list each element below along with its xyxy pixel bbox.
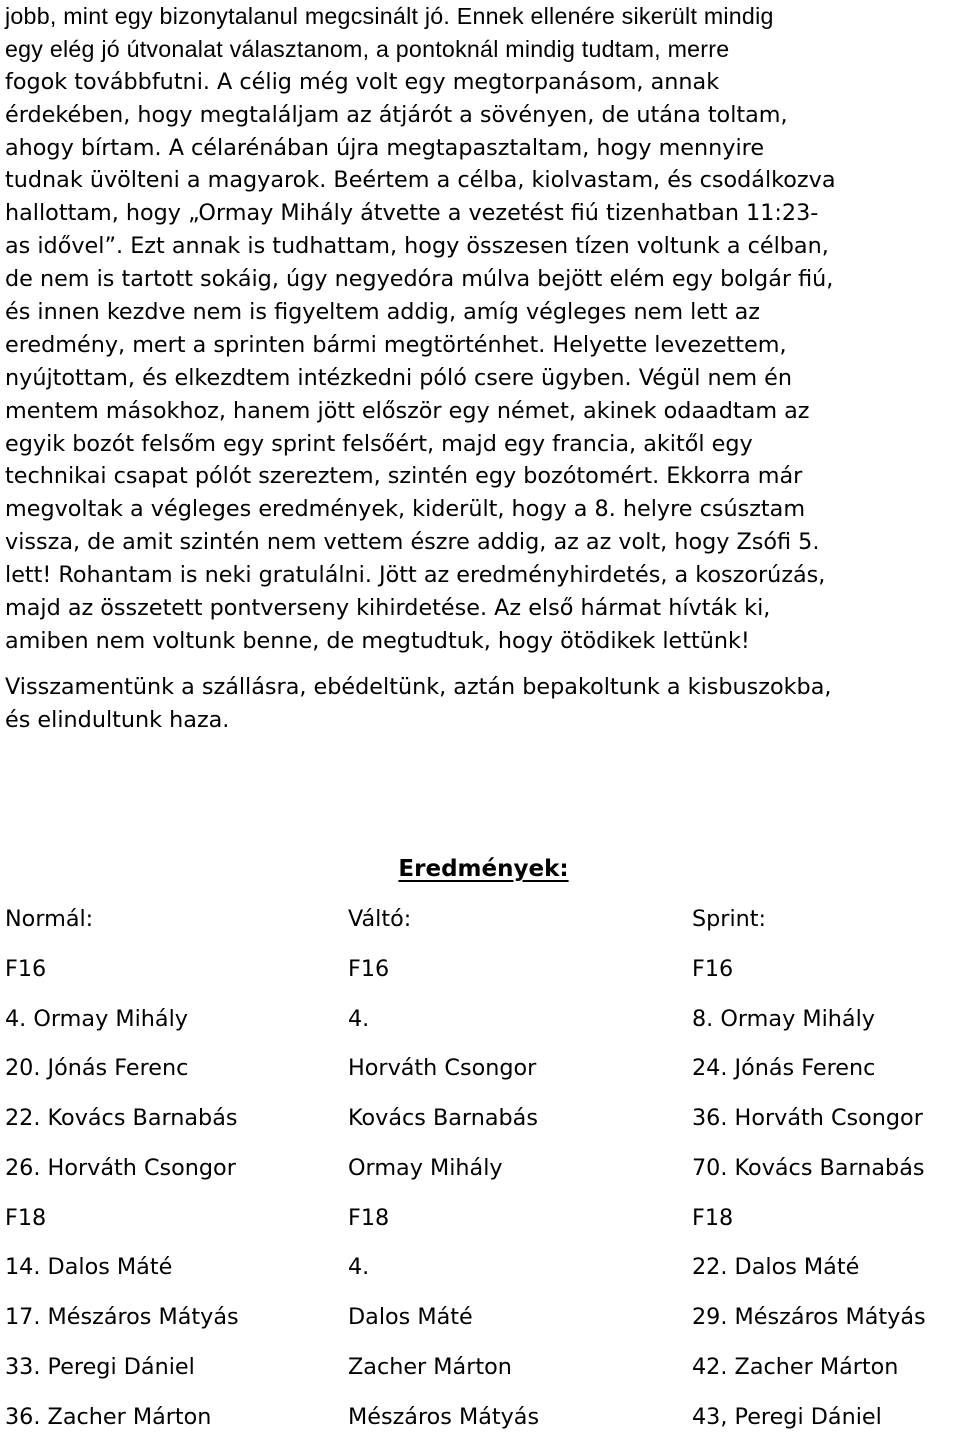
results-cell: F16 [692,953,733,985]
results-table [5,899,960,1446]
results-row [5,1098,960,1148]
text-line: egyik bozót felsőm egy sprint felsőért, majd egy francia, akitől egy [5,428,960,461]
results-cell: F16 [5,953,46,985]
text-line: as idővel”. Ezt annak is tudhattam, hogy összesen tízen voltunk a célban, [5,230,960,263]
results-cell: Kovács Barnabás [348,1102,538,1134]
body-paragraph-2 [5,671,960,737]
results-cell: Ormay Mihály [348,1152,503,1184]
text-line: vissza, de amit szintén nem vettem észre addig, az az volt, hogy Zsófi 5. [5,526,960,559]
text-line: tudnak üvölteni a magyarok. Beértem a célba, kiolvastam, és csodálkozva [5,164,960,197]
results-row [5,1247,960,1297]
results-cell: 17. Mészáros Mátyás [5,1301,239,1333]
results-cell: 8. Ormay Mihály [692,1003,875,1035]
results-column-header: Normál: [5,903,93,935]
results-row [5,1347,960,1397]
results-row [5,1297,960,1347]
body-paragraph-1 [5,0,960,658]
text-line: amiben nem voltunk benne, de megtudtuk, hogy ötödikek lettünk! [5,625,960,658]
text-line: és innen kezdve nem is figyeltem addig, amíg végleges nem lett az [5,296,960,329]
results-cell: 33. Peregi Dániel [5,1351,195,1383]
results-cell: 20. Jónás Ferenc [5,1052,188,1084]
results-cell: 26. Horváth Csongor [5,1152,236,1184]
text-line: hallottam, hogy „Ormay Mihály átvette a vezetést fiú tizenhatban 11:23- [5,197,960,230]
results-cell: 14. Dalos Máté [5,1251,172,1283]
results-heading: Eredmények: [0,851,960,887]
results-cell: 36. Zacher Márton [5,1401,211,1433]
text-line: Visszamentünk a szállásra, ebédeltünk, aztán bepakoltunk a kisbuszokba, [5,671,960,704]
results-column-header: Váltó: [348,903,411,935]
results-cell: F18 [5,1202,46,1234]
results-cell: 42. Zacher Márton [692,1351,898,1383]
results-cell: 4. Ormay Mihály [5,1003,188,1035]
text-line: majd az összetett pontverseny kihirdetése. Az első hármat hívták ki, [5,592,960,625]
results-cell: F16 [348,953,389,985]
text-line: fogok továbbfutni. A célig még volt egy megtorpanásom, annak [5,66,960,99]
results-row [5,949,960,999]
results-row [5,1397,960,1446]
results-cell: Mészáros Mátyás [348,1401,539,1433]
results-row [5,999,960,1049]
results-cell: Zacher Márton [348,1351,512,1383]
results-cell: Horváth Csongor [348,1052,536,1084]
text-line: de nem is tartott sokáig, úgy negyedóra múlva bejött elém egy bolgár fiú, [5,263,960,296]
results-column-header: Sprint: [692,903,766,935]
results-cell: Dalos Máté [348,1301,473,1333]
results-cell: F18 [348,1202,389,1234]
results-cell: 4. [348,1251,369,1283]
results-cell: 29. Mészáros Mátyás [692,1301,926,1333]
results-cell: 22. Kovács Barnabás [5,1102,237,1134]
results-header-row [5,899,960,949]
results-cell: F18 [692,1202,733,1234]
text-line: nyújtottam, és elkezdtem intézkedni póló csere ügyben. Végül nem én [5,362,960,395]
results-cell: 70. Kovács Barnabás [692,1152,924,1184]
text-line: egy elég jó útvonalat választanom, a pontoknál mindig tudtam, merre [5,33,960,66]
text-line: technikai csapat pólót szereztem, szintén egy bozótomért. Ekkorra már [5,460,960,493]
results-cell: 22. Dalos Máté [692,1251,859,1283]
results-row [5,1148,960,1198]
text-line: lett! Rohantam is neki gratulálni. Jött az eredményhirdetés, a koszorúzás, [5,559,960,592]
text-line: megvoltak a végleges eredmények, kiderült, hogy a 8. helyre csúsztam [5,493,960,526]
results-row [5,1198,960,1248]
text-line: mentem másokhoz, hanem jött először egy német, akinek odaadtam az [5,395,960,428]
results-row [5,1048,960,1098]
results-cell: 24. Jónás Ferenc [692,1052,875,1084]
text-line: jobb, mint egy bizonytalanul megcsinált jó. Ennek ellenére sikerült mindig [5,0,960,33]
results-cell: 36. Horváth Csongor [692,1102,923,1134]
text-line: érdekében, hogy megtaláljam az átjárót a sövényen, de utána toltam, [5,99,960,132]
results-cell: 4. [348,1003,369,1035]
text-line: eredmény, mert a sprinten bármi megtörténhet. Helyette levezettem, [5,329,960,362]
text-line: és elindultunk haza. [5,704,960,737]
text-line: ahogy bírtam. A célarénában újra megtapasztaltam, hogy mennyire [5,132,960,165]
results-cell: 43, Peregi Dániel [692,1401,882,1433]
